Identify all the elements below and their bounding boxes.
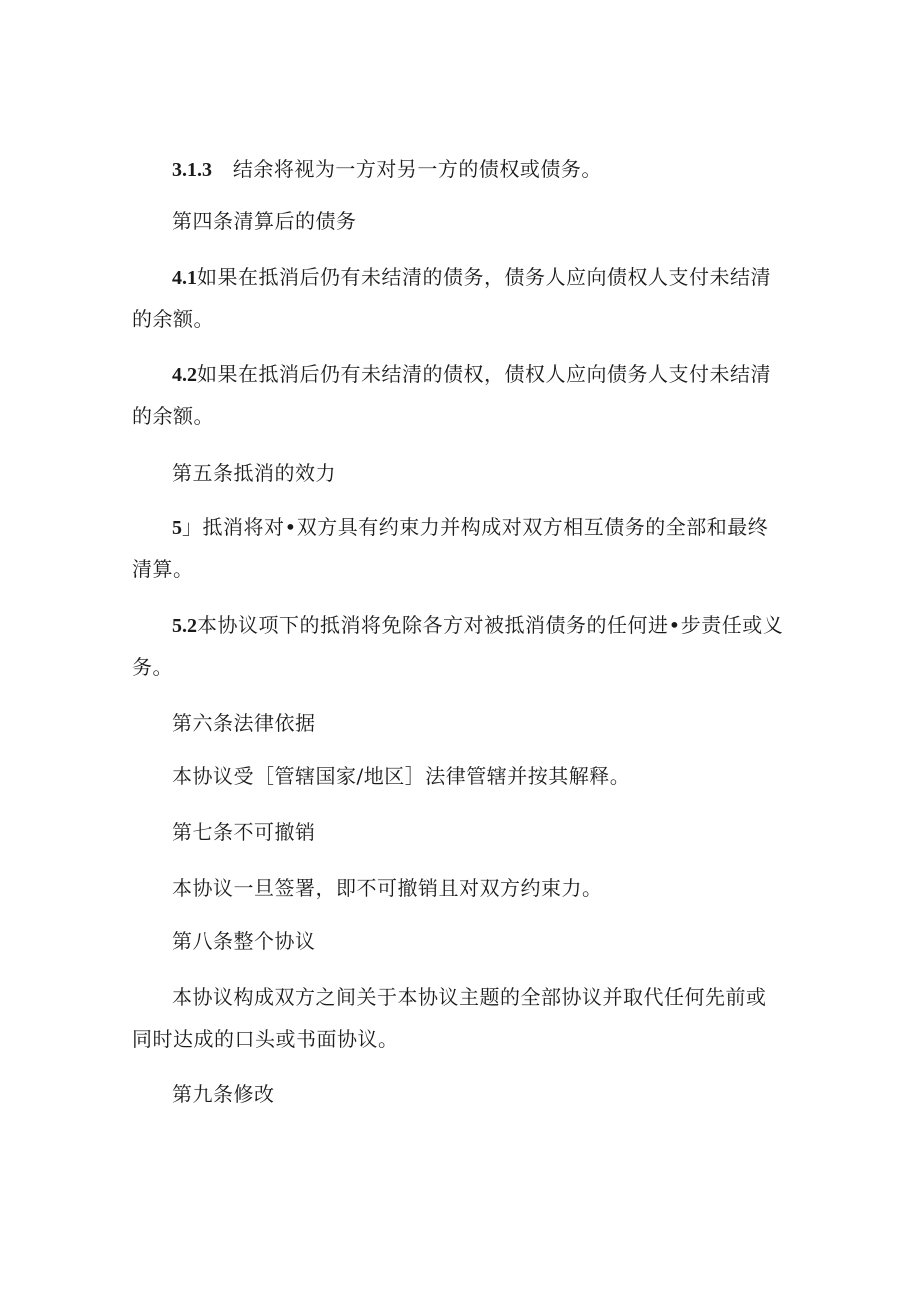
clause-5-1-line-1 <box>172 515 768 540</box>
article-6-text: 本协议受［管辖国家/地区］法律管辖并按其解释。 <box>172 764 631 788</box>
article-7-heading: 第七条不可撤销 <box>172 820 316 844</box>
clause-text: 结余将视为一方对另一方的债权或债务。 <box>232 157 602 181</box>
article-4-heading: 第四条清算后的债务 <box>172 209 357 233</box>
article-5-heading: 第五条抵消的效力 <box>172 461 336 485</box>
clause-number: 4.2 <box>172 364 197 386</box>
article-8-text-line-1: 本协议构成双方之间关于本协议主题的全部协议并取代任何先前或 <box>172 985 767 1009</box>
article-8-heading: 第八条整个协议 <box>172 929 316 953</box>
clause-text: 」抵消将对•双方具有约束力并构成对双方相互债务的全部和最终 <box>182 515 769 539</box>
clause-number: 3.1.3 <box>172 159 212 181</box>
clause-5-2-line-1 <box>172 613 783 638</box>
clause-5-1-line-2: 清算。 <box>132 557 194 581</box>
article-8-text-line-2: 同时达成的口头或书面协议。 <box>132 1027 399 1051</box>
clause-4-2-line-2: 的余额。 <box>132 404 214 428</box>
clause-3-1-3 <box>172 157 602 182</box>
clause-text: 如果在抵消后仍有未结清的债务，债务人应向债权人支付未结清 <box>197 265 771 289</box>
clause-text: 本协议项下的抵消将免除各方对被抵消债务的任何进•步责任或义 <box>197 613 784 637</box>
clause-number: 4.1 <box>172 267 197 289</box>
clause-4-1-line-1 <box>172 265 771 290</box>
clause-text: 如果在抵消后仍有未结清的债权，债权人应向债务人支付未结清 <box>197 362 771 386</box>
clause-4-1-line-2: 的余额。 <box>132 307 214 331</box>
clause-number: 5.2 <box>172 615 197 637</box>
article-7-text: 本协议一旦签署，即不可撤销且对双方约束力。 <box>172 876 603 900</box>
clause-4-2-line-1 <box>172 362 771 387</box>
article-9-heading: 第九条修改 <box>172 1082 275 1106</box>
clause-number: 5 <box>172 517 182 539</box>
article-6-heading: 第六条法律依据 <box>172 711 316 735</box>
clause-5-2-line-2: 务。 <box>132 655 173 679</box>
